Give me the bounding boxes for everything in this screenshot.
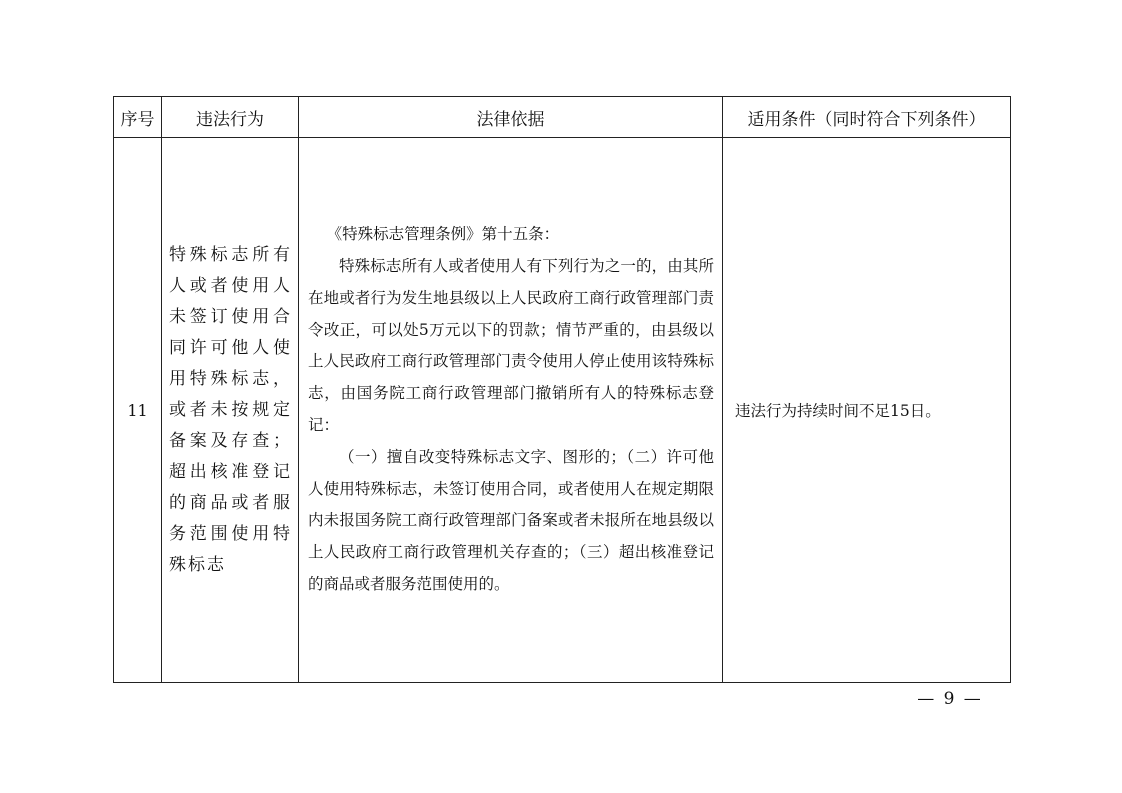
table-header-row <box>114 97 1011 138</box>
row-violation: 特殊标志所有人或者使用人未签订使用合同许可他人使用特殊标志，或者未按规定备案及存查；超出核准登记的商品或者服务范围使用特殊标志 <box>162 138 299 683</box>
header-violation: 违法行为 <box>162 97 299 138</box>
basis-paragraph-2: （一）擅自改变特殊标志文字、图形的；（二）许可他人使用特殊标志，未签订使用合同，或者使用人在规定期限内未报国务院工商行政管理部门备案或者未报所在地县级以上人民政府工商行政管理机关存查的；（三）超出核准登记的商品或者服务范围使用的。 <box>308 447 714 593</box>
row-basis <box>299 138 723 683</box>
basis-title: 《特殊标志管理条例》第十五条： <box>326 225 560 244</box>
header-seq: 序号 <box>114 97 162 138</box>
table-row <box>114 138 1011 683</box>
header-basis: 法律依据 <box>299 97 723 138</box>
penalty-table <box>113 96 1011 683</box>
basis-paragraph-1: 特殊标志所有人或者使用人有下列行为之一的，由其所在地或者行为发生地县级以上人民政府工商行政管理部门责令改正，可以处5万元以下的罚款；情节严重的，由县级以上人民政府工商行政管理部门责令使用人停止使用该特殊标志，由国务院工商行政管理部门撤销所有人的特殊标志登记： <box>308 257 714 434</box>
page-number: — 9 — <box>917 689 983 709</box>
row-conditions: 违法行为持续时间不足15日。 <box>723 138 1011 683</box>
row-seq: 11 <box>114 138 162 683</box>
header-conditions: 适用条件（同时符合下列条件） <box>723 97 1011 138</box>
